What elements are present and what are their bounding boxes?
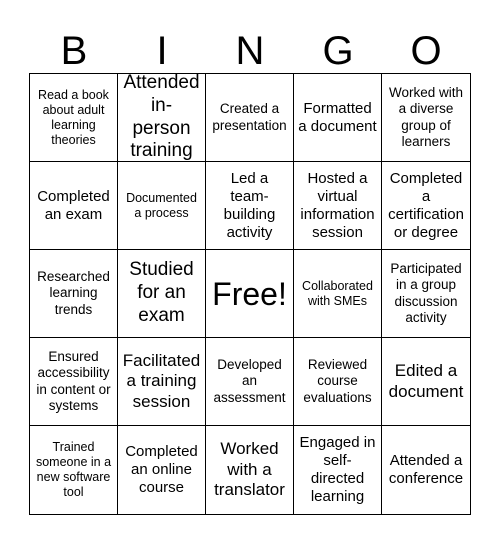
bingo-cell-text: Studied for an exam	[129, 259, 194, 326]
bingo-cell-text: Created a presentation	[212, 101, 287, 133]
bingo-cell-text: Participated in a group discussion activity	[390, 261, 462, 325]
bingo-cell[interactable]	[382, 250, 470, 338]
bingo-cell-text: Collaborated with SMEs	[302, 278, 373, 308]
bingo-cell-text: Attended a conference	[388, 452, 464, 487]
bingo-cell[interactable]	[294, 426, 382, 514]
bingo-cell[interactable]	[118, 74, 206, 162]
bingo-cell[interactable]	[206, 426, 294, 514]
bingo-cell-text: Documented a process	[126, 190, 197, 220]
bingo-cell-text: Worked with a translator	[214, 439, 285, 500]
bingo-cell-text: Trained someone in a new software tool	[35, 440, 112, 499]
bingo-cell-text: Developed an assessment	[213, 357, 286, 405]
bingo-cell-text: Researched learning trends	[37, 269, 110, 317]
bingo-cell-text: Reviewed course evaluations	[303, 357, 372, 405]
bingo-cell[interactable]	[382, 74, 470, 162]
bingo-cell[interactable]	[30, 74, 118, 162]
bingo-cell-text: Ensured accessibility in content or systems	[36, 349, 111, 413]
free-space-cell[interactable]	[206, 250, 294, 338]
bingo-cell[interactable]	[294, 74, 382, 162]
bingo-cell-text: Engaged in self-directed learning	[299, 434, 376, 505]
bingo-cell-text: Completed an online course	[125, 443, 198, 496]
bingo-cell-text: Worked with a diverse group of learners	[388, 85, 464, 149]
bingo-cell[interactable]	[206, 74, 294, 162]
bingo-cell[interactable]	[30, 426, 118, 514]
header-letter-i: I	[156, 29, 168, 73]
bingo-cell-text: Edited a document	[388, 361, 464, 401]
header-letter-o: O	[410, 29, 442, 73]
bingo-cell[interactable]	[118, 250, 206, 338]
bingo-cell[interactable]	[294, 338, 382, 426]
header-letter-n: N	[235, 29, 265, 73]
bingo-cell[interactable]	[206, 338, 294, 426]
header-letter-g: G	[322, 29, 354, 73]
bingo-cell-text: Hosted a virtual information session	[300, 169, 375, 241]
bingo-cell[interactable]	[30, 162, 118, 250]
bingo-cell[interactable]	[382, 162, 470, 250]
bingo-cell[interactable]	[30, 250, 118, 338]
free-space-text: Free!	[212, 275, 287, 312]
bingo-cell-text: Completed an exam	[37, 187, 110, 223]
bingo-cell[interactable]	[382, 338, 470, 426]
bingo-cell[interactable]	[118, 338, 206, 426]
bingo-header	[30, 28, 470, 74]
bingo-cell[interactable]	[294, 250, 382, 338]
bingo-cell[interactable]	[118, 162, 206, 250]
bingo-cell-text: Formatted a document	[298, 99, 377, 135]
bingo-cell-text: Completed a certification or degree	[388, 169, 464, 241]
bingo-cell[interactable]	[382, 426, 470, 514]
bingo-cell-text: Read a book about adult learning theories	[38, 87, 109, 147]
bingo-cell[interactable]	[118, 426, 206, 514]
bingo-cell[interactable]	[294, 162, 382, 250]
bingo-card-grid	[29, 73, 471, 515]
bingo-cell[interactable]	[30, 338, 118, 426]
bingo-cell-text: Facilitated a training session	[122, 350, 201, 411]
header-letter-b: B	[60, 29, 88, 73]
bingo-cell-text: Attended in-person training	[123, 74, 200, 162]
bingo-cell[interactable]	[206, 162, 294, 250]
bingo-cell-text: Led a team-building activity	[223, 169, 276, 241]
